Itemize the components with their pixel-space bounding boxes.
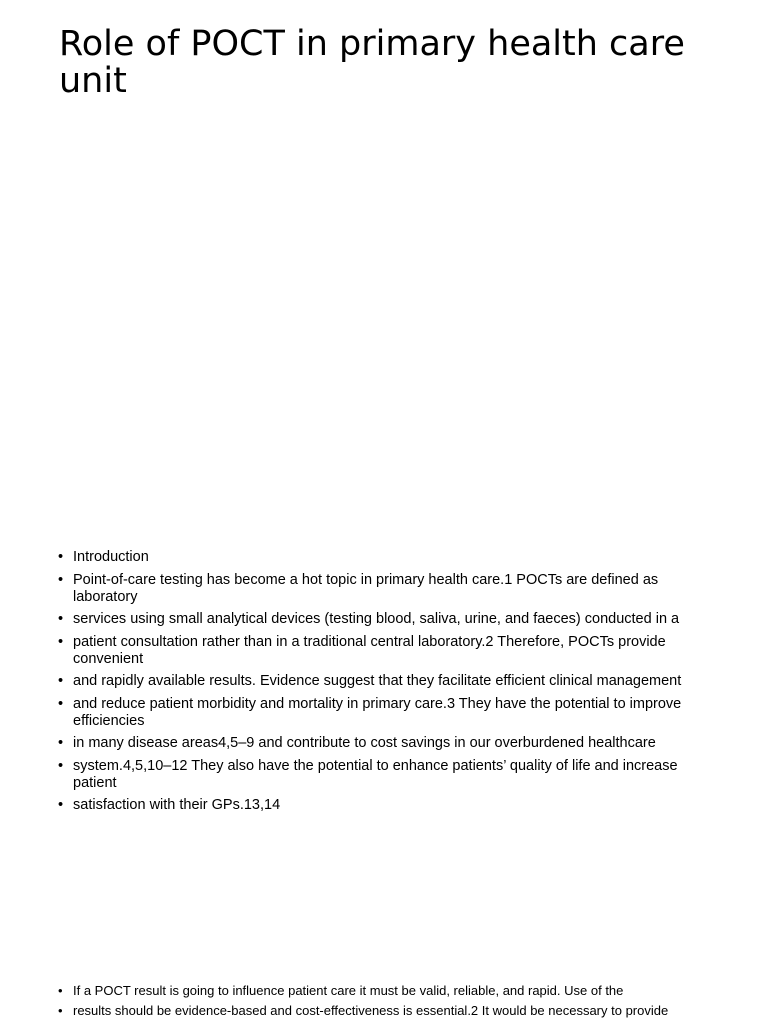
bullet-item: • satisfaction with their GPs.13,14 — [56, 797, 706, 814]
slide-title: Role of POCT in primary health care unit — [59, 24, 685, 101]
bullet-item: • and reduce patient morbidity and mortality in primary care.3 They have the potential to improve efficiencies — [56, 696, 706, 730]
bullet-item: • services using small analytical devices (testing blood, saliva, urine, and faeces) conducted in a — [56, 611, 706, 628]
bullet-item: • system.4,5,10–12 They also have the potential to enhance patients’ quality of life and increase patient — [56, 758, 706, 792]
bullet-item: • results should be evidence-based and cost-effectiveness is essential.2 It would be necessary to provide — [56, 1003, 736, 1019]
bullet-item: • and rapidly available results. Evidence suggest that they facilitate efficient clinical management — [56, 673, 706, 690]
bullet-item: • Introduction — [56, 549, 706, 566]
bullet-item: • patient consultation rather than in a traditional central laboratory.2 Therefore, POCTs provide convenient — [56, 634, 706, 668]
bottom-bullet-list — [56, 983, 736, 1023]
bullet-item: • If a POCT result is going to influence patient care it must be valid, reliable, and rapid. Use of the — [56, 983, 736, 999]
bullet-item: • in many disease areas4,5–9 and contribute to cost savings in our overburdened healthcare — [56, 735, 706, 752]
main-bullet-list — [56, 549, 706, 820]
bullet-item: • Point-of-care testing has become a hot topic in primary health care.1 POCTs are defined as laboratory — [56, 572, 706, 606]
